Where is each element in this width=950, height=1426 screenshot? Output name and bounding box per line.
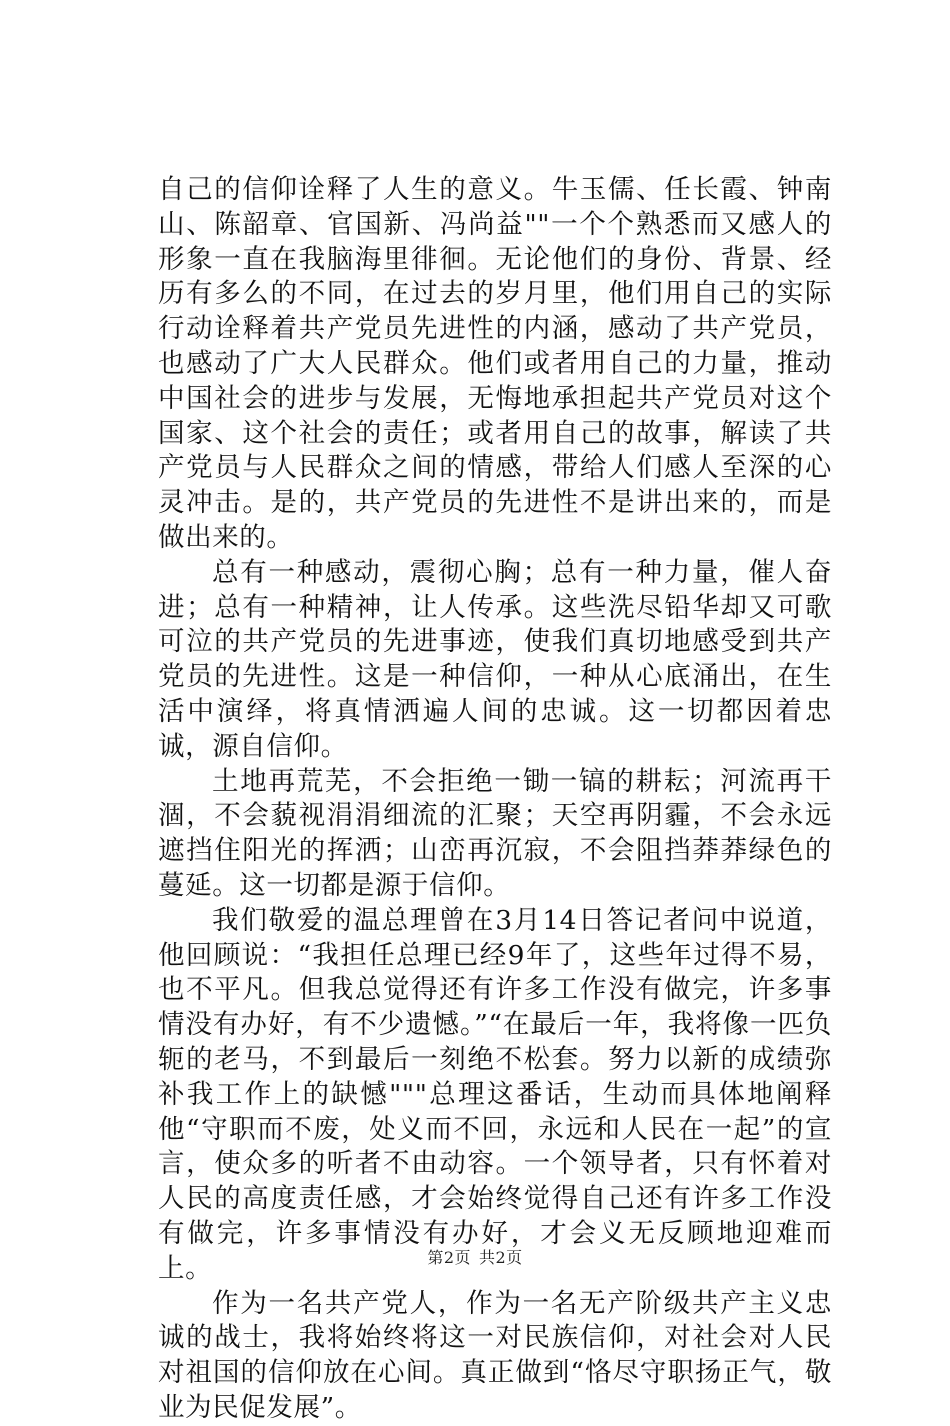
paragraph: 总有一种感动，震彻心胸；总有一种力量，催人奋进；总有一种精神，让人传承。这些洗尽铅华却又可歌可泣的共产党员的先进事迹，使我们真切地感受到共产党员的先进性。这是一种信仰，一种从心底涌出，在生活中演绎，将真情洒遍人间的忠诚。这一切都因着忠诚，源自信仰。 [158,556,832,762]
paragraph: 土地再荒芜，不会拒绝一锄一镐的耕耘；河流再干涸，不会藐视涓涓细流的汇聚；天空再阴霾，不会永远遮挡住阳光的挥洒；山峦再沉寂，不会阻挡莽莽绿色的蔓延。这一切都是源于信仰。 [158,765,832,901]
paragraph: 作为一名共产党人，作为一名无产阶级共产主义忠诚的战士，我将始终将这一对民族信仰，对社会对人民对祖国的信仰放在心间。真正做到“恪尽守职扬正气，敬业为民促发展”。 [158,1287,832,1423]
page-number: 第2页 [427,1248,471,1267]
paragraph: 我们敬爱的温总理曾在3月14日答记者问中说道，他回顾说：“我担任总理已经9年了，这些年过得不易，也不平凡。但我总觉得还有许多工作没有做完，许多事情没有办好，有不少遗憾。”“在最后一年，我将像一匹负轭的老马，不到最后一刻绝不松套。努力以新的成绩弥补我工作上的缺憾"""总理这番话，生动而具体地阐释他“守职而不废，处义而不回，永远和人民在一起”的宣言，使众多的听者不由动容。一个领导者，只有怀着对人民的高度责任感，才会始终觉得自己还有许多工作没有做完，许多事情没有办好，才会义无反顾地迎难而上。 [158,904,832,1284]
page-footer [0,1245,950,1268]
paragraph-continuation: 自己的信仰诠释了人生的意义。牛玉儒、任长霞、钟南山、陈韶章、官国新、冯尚益""一个个熟悉而又感人的形象一直在我脑海里徘徊。无论他们的身份、背景、经历有多么的不同，在过去的岁月里，他们用自己的实际行动诠释着共产党员先进性的内涵，感动了共产党员，也感动了广大人民群众。他们或者用自己的力量，推动中国社会的进步与发展，无悔地承担起共产党员对这个国家、这个社会的责任；或者用自己的故事，解读了共产党员与人民群众之间的情感，带给人们感人至深的心灵冲击。是的，共产党员的先进性不是讲出来的，而是做出来的。 [158,174,832,553]
document-body [158,173,832,1426]
page-total: 共2页 [479,1248,523,1267]
